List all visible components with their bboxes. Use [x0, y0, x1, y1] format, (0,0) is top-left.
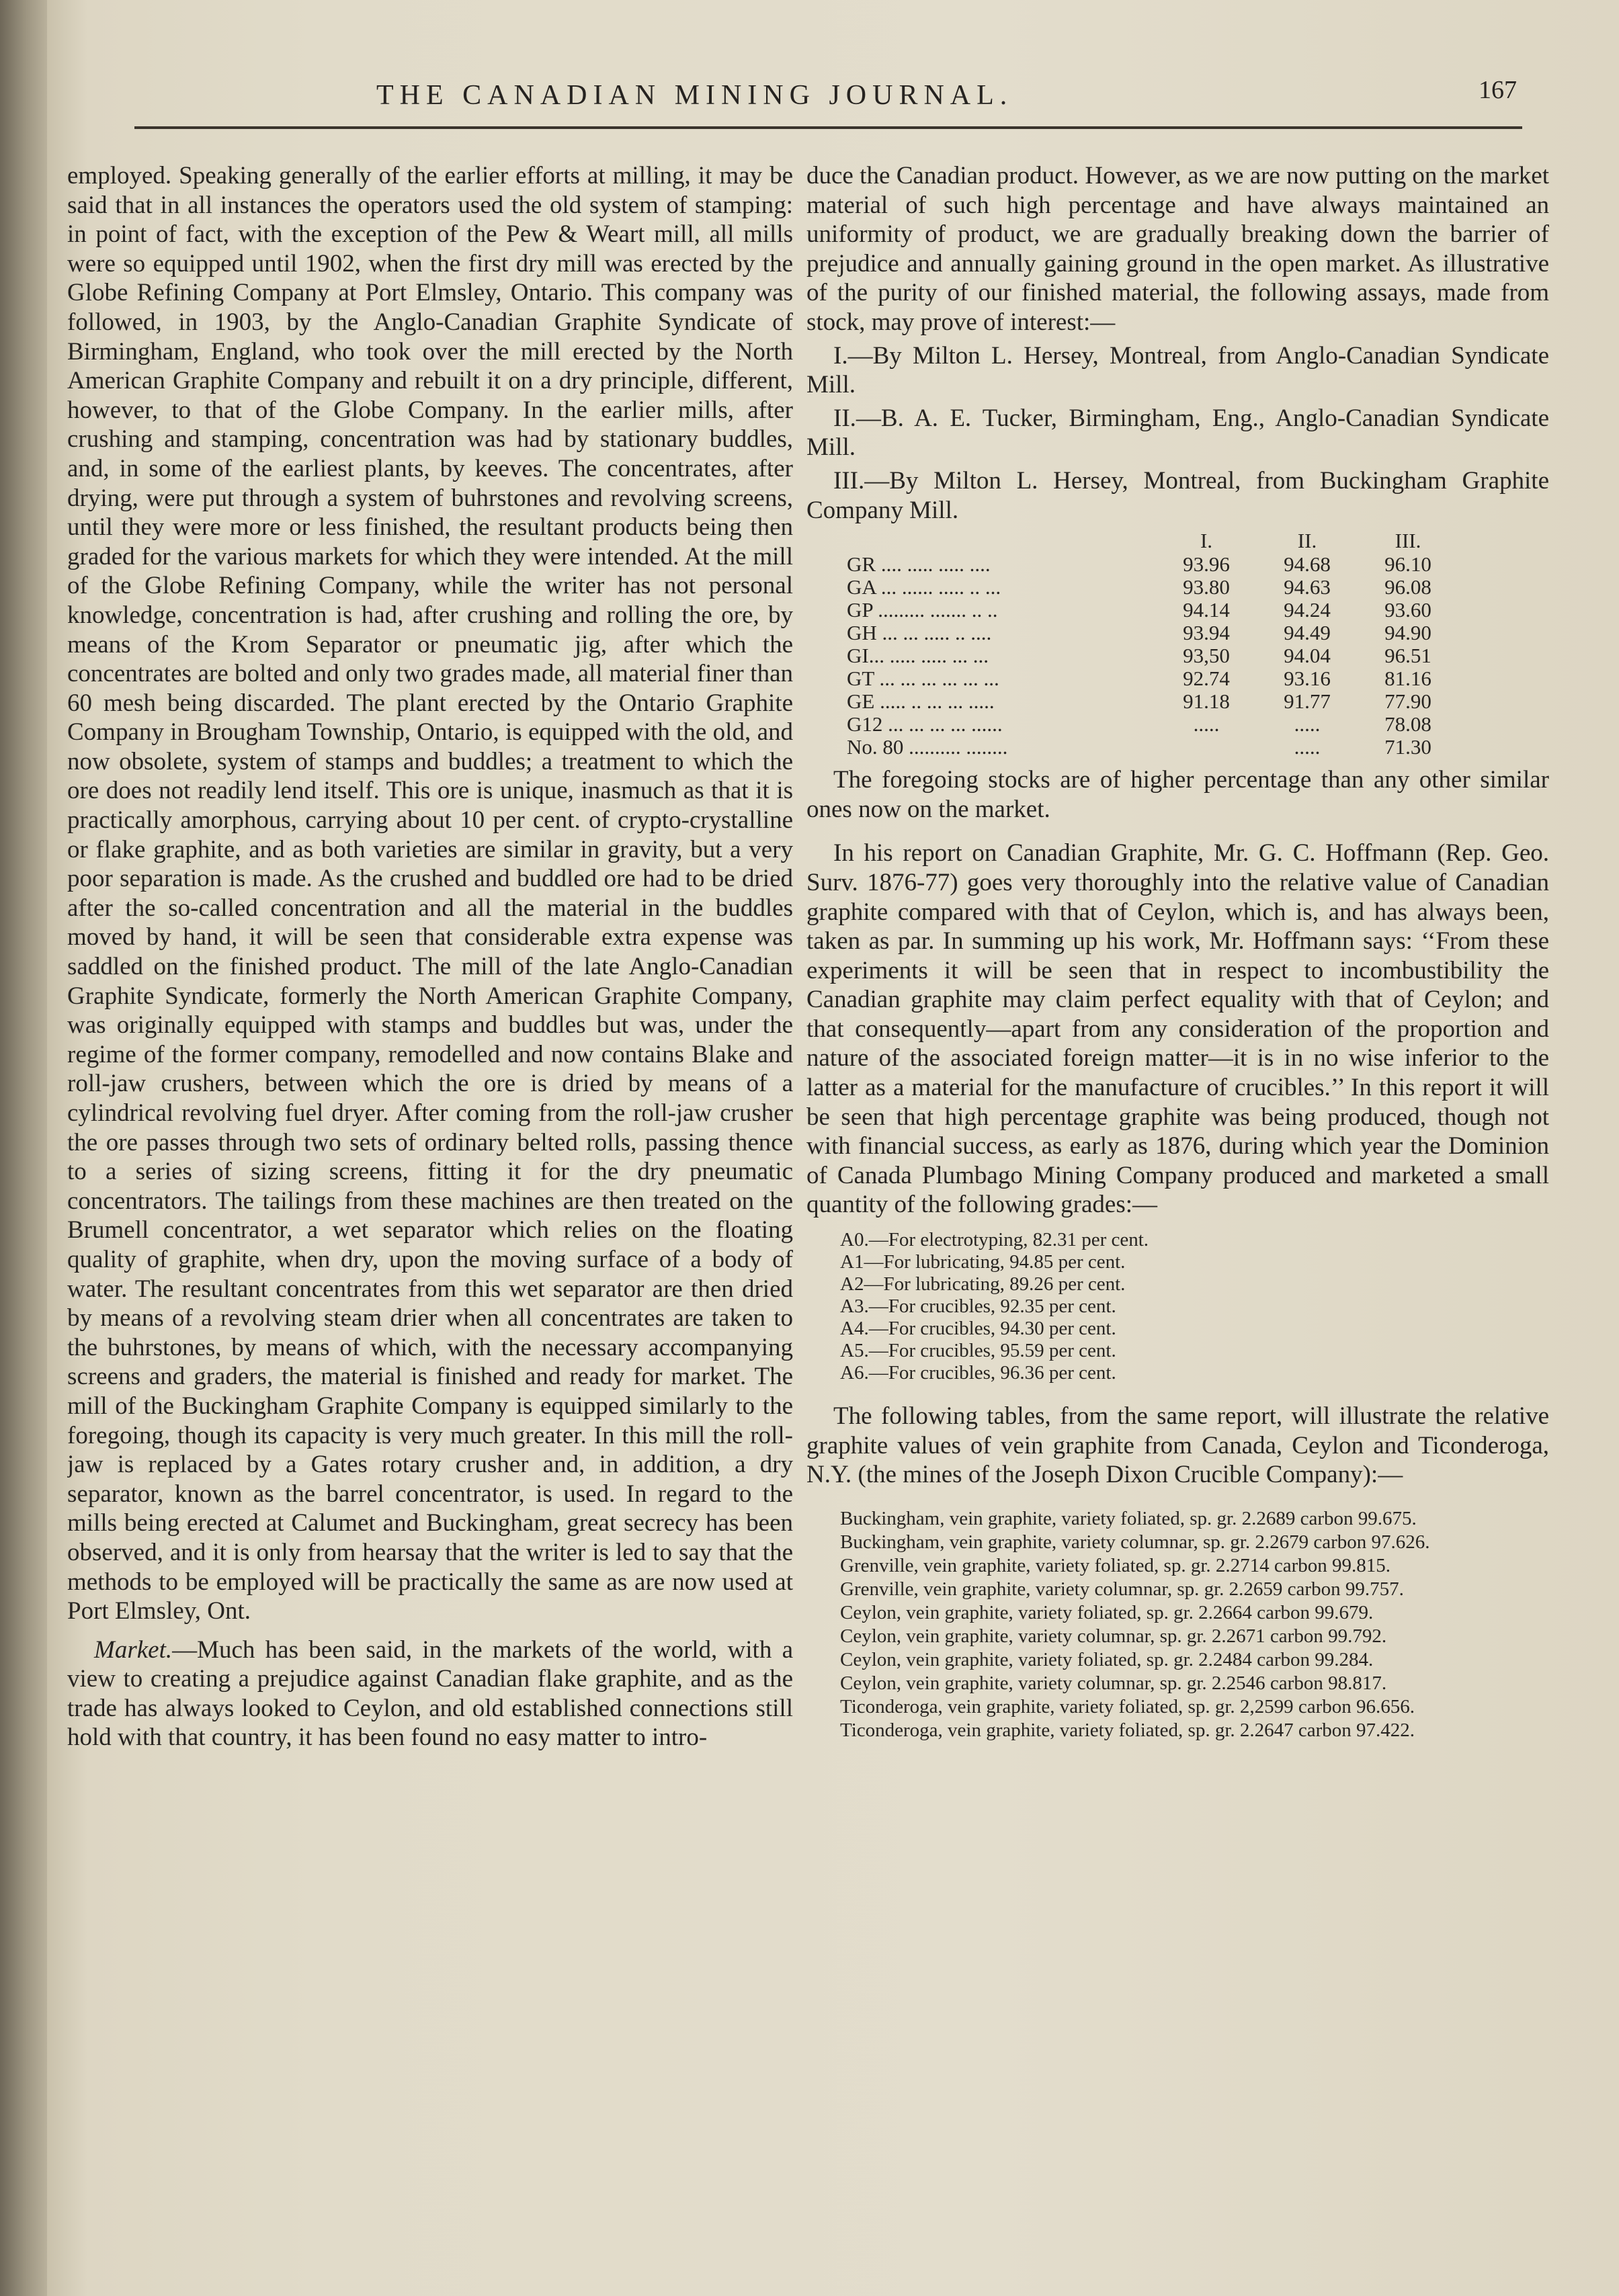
- list-item: Ticonderoga, vein graphite, variety foliated, sp. gr. 2.2647 carbon 97.422.: [840, 1719, 1415, 1741]
- assay-value: 94.90: [1384, 621, 1431, 645]
- paragraph-milling: employed. Speaking generally of the earlier efforts at milling, it may be said that in all instances the operators used the old system of stamping: in point of fact, with the exception of the Pew & Weart mill, all mills were so equipped until 1902, when the first dry mill was erected by the Globe Refining Company at Port Elmsley, Ontario. This company was followed, in 1903, by the Anglo-Canadian Graphite Syndicate of Birmingham, England, who took over the mill erected by the North American Graphite Company and rebuilt it on a dry principle, different, however, to that of the Globe Company. In the earlier mills, after crushing and stamping, concentration was had by stationary buddles, and, in some of the earliest plants, by keeves. The concentrates, after drying, were put through a system of buhrstones and revolving screens, until they were more or less finished, the resultant products being then graded for the various markets for which they were intended. At the mill of the Globe Refining Company, while the writer has not personal knowledge, concentration is had, after crushing and rolling the ore, by means of the Krom Separator or pneumatic jig, after which the concentrates are bolted and only two grades made, all material finer than 60 mesh being discarded. The plant erected by the Ontario Graphite Company in Brougham Township, Ontario, is equipped with the old, and now obsolete, system of stamps and buddles; a treatment to which the ore does not readily lend itself. This ore is unique, inasmuch as that it is practically amorphous, carrying about 10 per cent. of crypto-crystalline or flake graphite, and as both varieties are similar in gravity, but a very poor separation is made. As the crushed and buddled ore had to be dried after the so-called concentration and all the material in the buddles moved by hand, it will be seen that considerable extra expense was saddled on the finished product. The mill of the late Anglo-Canadian Graphite Syndicate, formerly the North American Graphite Company, was originally equipped with stamps and buddles but was, under the regime of the former company, remodelled and now contains Blake and roll-jaw crushers, between which the ore is dried by means of a cylindrical revolving fuel dryer. After coming from the roll-jaw crusher the ore passes through two sets of ordinary belted rolls, passing thence to a series of sizing screens, fitting it for the dry pneumatic concentrators. The tailings from these machines are then treated on the Brumell concentrator, a wet separator which relies on the floating quality of graphite, when dry, upon the moving surface of a body of water. The resultant concentrates from this wet separator are then dried by means of a revolving steam drier when all concentrates are taken to the buhrstones, by means of which, with the necessary accompanying screens and graders, the material is finished and ready for market. The mill of the Buckingham Graphite Company is equipped similarly to the foregoing, though its capacity is very much greater. In this mill the roll-jaw is replaced by a Gates rotary crusher and, in addition, a dry separator, known as the barrel concentrator, is used. In regard to the mills being erected at Calumet and Buckingham, great secrecy has been observed, and it is only from hearsay that the writer is led to say that the methods to be employed will be practically the same as are now used at Port Elmsley, Ont.: [67, 162, 793, 1625]
- paragraph-hoffmann-report: In his report on Canadian Graphite, Mr. G. C. Hoffmann (Rep. Geo. Surv. 1876-77) goes very thoroughly into the relative value of Canadian graphite compared with that of Ceylon, which is, and has always been, taken as par. In summing up his work, Mr. Hoffmann says: ‘‘From these experiments it will be seen that in respect to incombustibility the Canadian graphite may claim perfect equality with that of Ceylon; and that consequently—apart from any consideration of the proportion and nature of the associated foreign matter—it is in no wise inferior to the latter as a material for the manufacture of crucibles.’’ In this report it will be seen that high percentage graphite was being produced, though not with financial success, as early as 1876, during which year the Dominion of Canada Plumbago Mining Company produced and marketed a small quantity of the following grades:—: [806, 839, 1549, 1219]
- assay-value: 94.49: [1284, 621, 1331, 645]
- list-item: A3.—For crucibles, 92.35 per cent.: [840, 1295, 1116, 1318]
- assay-source-2: II.—B. A. E. Tucker, Birmingham, Eng., Anglo-Canadian Syndicate Mill.: [806, 404, 1549, 462]
- assay-col-header: II.: [1297, 529, 1317, 553]
- paragraph-foregoing-stocks: The foregoing stocks are of higher percentage than any other similar ones now on the market.: [806, 766, 1549, 823]
- grades-list: [840, 1229, 1549, 1384]
- vein-graphite-list: [806, 1507, 1549, 1742]
- list-item: Ceylon, vein graphite, variety foliated, sp. gr. 2.2484 carbon 99.284.: [840, 1648, 1374, 1670]
- assay-value: 81.16: [1384, 667, 1431, 691]
- assay-header-label: [847, 529, 1156, 553]
- table-row: [847, 553, 1458, 576]
- table-row: [847, 599, 1458, 622]
- assay-value: 96.08: [1384, 575, 1431, 599]
- table-row: [847, 690, 1458, 713]
- assay-source-3: III.—By Milton L. Hersey, Montreal, from Buckingham Graphite Company Mill.: [806, 466, 1549, 524]
- assay-value: 93.16: [1284, 667, 1331, 691]
- assay-row-label: GE ..... .. ... ... .....: [847, 689, 995, 714]
- left-column: [67, 161, 793, 2231]
- assay-col-header: III.: [1395, 529, 1421, 553]
- right-column: [806, 161, 1549, 2231]
- list-item: A6.—For crucibles, 96.36 per cent.: [840, 1362, 1116, 1384]
- assay-value: 93,50: [1183, 644, 1230, 668]
- market-text: —Much has been said, in the markets of the world, with a view to creating a prejudice against Canadian flake graphite, and as the trade has always looked to Ceylon, and old established connections still hold with that country, it has been found no easy matter to intro-: [67, 1635, 793, 1752]
- assay-row-label: No. 80 .......... ........: [847, 735, 1008, 759]
- list-item: Grenville, vein graphite, variety foliated, sp. gr. 2.2714 carbon 99.815.: [840, 1554, 1391, 1576]
- assay-value: 93.94: [1183, 621, 1230, 645]
- assay-value: .....: [1294, 735, 1321, 759]
- assay-value: 93.96: [1183, 552, 1230, 577]
- assay-value: 91.18: [1183, 689, 1230, 714]
- paragraph-market: [67, 1635, 793, 1752]
- table-row: [847, 622, 1458, 644]
- assay-value: 94.04: [1284, 644, 1331, 668]
- assay-value: 96.10: [1384, 552, 1431, 577]
- paragraph-canadian-product: duce the Canadian product. However, as we are now putting on the market material of such high percentage and have always maintained an uniformity of product, we are gradually breaking down the barrier of prejudice and annually gaining ground in the open market. As illustrative of the purity of our finished material, the following assays, made from stock, may prove of interest:—: [806, 162, 1549, 336]
- table-row: [847, 736, 1458, 759]
- list-item: Ceylon, vein graphite, variety columnar, sp. gr. 2.2546 carbon 98.817.: [840, 1672, 1387, 1694]
- assay-value: 96.51: [1384, 644, 1431, 668]
- assay-row-label: G12 ... ... ... ... ......: [847, 712, 1003, 736]
- table-row: [847, 667, 1458, 690]
- list-item: Buckingham, vein graphite, variety columnar, sp. gr. 2.2679 carbon 97.626.: [840, 1531, 1430, 1553]
- paragraph-following-tables: The following tables, from the same report, will illustrate the relative graphite values of vein graphite from Canada, Ceylon and Ticonderoga, N.Y. (the mines of the Joseph Dixon Crucible Company):—: [806, 1402, 1549, 1489]
- assay-value: 92.74: [1183, 667, 1230, 691]
- assay-row-label: GP ......... ....... .. ..: [847, 598, 998, 622]
- list-item: A2—For lubricating, 89.26 per cent.: [840, 1273, 1126, 1295]
- assay-value: 94.68: [1284, 552, 1331, 577]
- list-item: A0.—For electrotyping, 82.31 per cent.: [840, 1229, 1149, 1251]
- list-item: Ticonderoga, vein graphite, variety foliated, sp. gr. 2,2599 carbon 96.656.: [840, 1695, 1415, 1717]
- header-rule: [134, 126, 1522, 129]
- assay-col-header: I.: [1200, 529, 1213, 553]
- assay-value: .....: [1193, 712, 1220, 736]
- assay-value: 94.24: [1284, 598, 1331, 622]
- assay-value: 71.30: [1384, 735, 1431, 759]
- list-item: A5.—For crucibles, 95.59 per cent.: [840, 1340, 1116, 1362]
- table-row: [847, 713, 1458, 736]
- assay-row-label: GT ... ... ... ... ... ...: [847, 667, 999, 691]
- list-item: Buckingham, vein graphite, variety foliated, sp. gr. 2.2689 carbon 99.675.: [840, 1507, 1417, 1529]
- table-row: [847, 576, 1458, 599]
- assay-row-label: GA ... ...... ..... .. ...: [847, 575, 1001, 599]
- assay-value: .....: [1294, 712, 1321, 736]
- assay-row-label: GI... ..... ..... ... ...: [847, 644, 989, 668]
- book-spine-shadow: [0, 0, 47, 2296]
- list-item: A1—For lubricating, 94.85 per cent.: [840, 1251, 1126, 1273]
- list-item: Ceylon, vein graphite, variety foliated, sp. gr. 2.2664 carbon 99.679.: [840, 1601, 1374, 1623]
- assay-value: 93.80: [1183, 575, 1230, 599]
- assay-value: 94.14: [1183, 598, 1230, 622]
- assay-value: 93.60: [1384, 598, 1431, 622]
- assay-value: [1156, 736, 1257, 759]
- market-heading: Market.: [94, 1635, 173, 1664]
- assay-row-label: GH ... ... ..... .. ....: [847, 621, 992, 645]
- assay-value: 77.90: [1384, 689, 1431, 714]
- assay-value: 91.77: [1284, 689, 1331, 714]
- assay-value: 94.63: [1284, 575, 1331, 599]
- list-item: A4.—For crucibles, 94.30 per cent.: [840, 1318, 1116, 1340]
- assay-value: 78.08: [1384, 712, 1431, 736]
- assay-table: [847, 529, 1458, 759]
- list-item: Ceylon, vein graphite, variety columnar, sp. gr. 2.2671 carbon 99.792.: [840, 1625, 1387, 1647]
- table-row: [847, 644, 1458, 667]
- running-head: THE CANADIAN MINING JOURNAL.: [376, 80, 1013, 111]
- list-item: Grenville, vein graphite, variety columnar, sp. gr. 2.2659 carbon 99.757.: [840, 1578, 1404, 1600]
- assay-header-row: [847, 529, 1458, 553]
- assay-row-label: GR .... ..... ..... ....: [847, 552, 991, 577]
- page-number: 167: [1479, 76, 1517, 104]
- assay-source-1: I.—By Milton L. Hersey, Montreal, from Anglo-Canadian Syndicate Mill.: [806, 341, 1549, 399]
